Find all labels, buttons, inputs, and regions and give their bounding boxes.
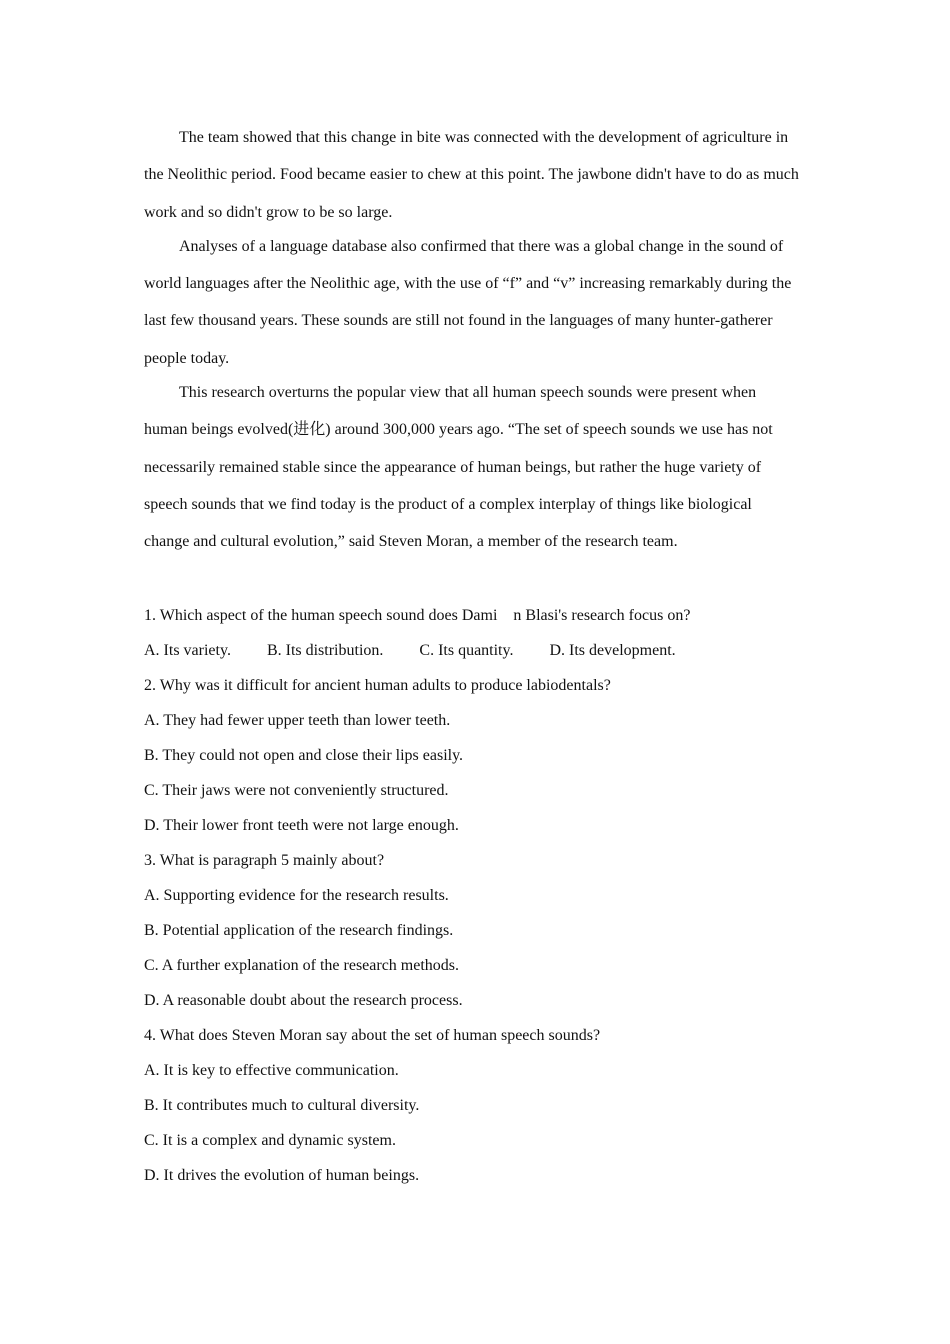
option-d: D. Their lower front teeth were not large enough. xyxy=(144,817,459,834)
option-d: D. It drives the evolution of human beings. xyxy=(144,1167,420,1184)
question-list xyxy=(144,598,800,1193)
option-c: C. Their jaws were not conveniently structured. xyxy=(144,782,449,799)
passage-paragraph: Analyses of a language database also confirmed that there was a global change in the sound of world languages after the Neolithic age, with the use of “f” and “v” increasing remarkably during the last few thousand years. These sounds are still not found in the languages of many hunter-gatherer people today. xyxy=(144,237,792,367)
question-stem: 3. What is paragraph 5 mainly about? xyxy=(144,852,385,869)
option-a: A. Supporting evidence for the research results. xyxy=(144,887,449,904)
question-3 xyxy=(144,843,800,1018)
option-row xyxy=(144,633,800,668)
option-d: D. Its development. xyxy=(549,642,676,659)
option-b: B. They could not open and close their lips easily. xyxy=(144,747,464,764)
question-1 xyxy=(144,598,800,668)
question-2 xyxy=(144,668,800,843)
option-c: C. It is a complex and dynamic system. xyxy=(144,1132,396,1149)
question-stem: 2. Why was it difficult for ancient human adults to produce labiodentals? xyxy=(144,677,611,694)
question-stem: 4. What does Steven Moran say about the set of human speech sounds? xyxy=(144,1027,601,1044)
option-a: A. They had fewer upper teeth than lower teeth. xyxy=(144,712,451,729)
option-c: C. A further explanation of the research methods. xyxy=(144,957,460,974)
passage-paragraph: This research overturns the popular view that all human speech sounds were present when human beings evolved(进化) around 300,000 years ago. “The set of speech sounds we use has not necessarily remained stable since the appearance of human beings, but rather the huge variety of speech sounds that we find today is the product of a complex interplay of things like biological change and cultural evolution,” said Steven Moran, a member of the research team. xyxy=(144,384,773,551)
option-a: A. It is key to effective communication. xyxy=(144,1062,399,1079)
option-c: C. Its quantity. xyxy=(419,642,514,659)
passage-paragraph: The team showed that this change in bite was connected with the development of agriculture in the Neolithic period. Food became easier to chew at this point. The jawbone didn't have to do as much work and so didn't grow to be so large. xyxy=(144,129,799,221)
question-stem: 1. Which aspect of the human speech sound does Dami n Blasi's research focus on? xyxy=(144,607,691,624)
option-d: D. A reasonable doubt about the research process. xyxy=(144,992,463,1009)
option-b: B. Potential application of the research findings. xyxy=(144,922,454,939)
option-a: A. Its variety. xyxy=(144,642,231,659)
question-4 xyxy=(144,1018,800,1193)
option-b: B. Its distribution. xyxy=(266,642,384,659)
reading-passage xyxy=(144,119,800,561)
option-b: B. It contributes much to cultural diversity. xyxy=(144,1097,420,1114)
